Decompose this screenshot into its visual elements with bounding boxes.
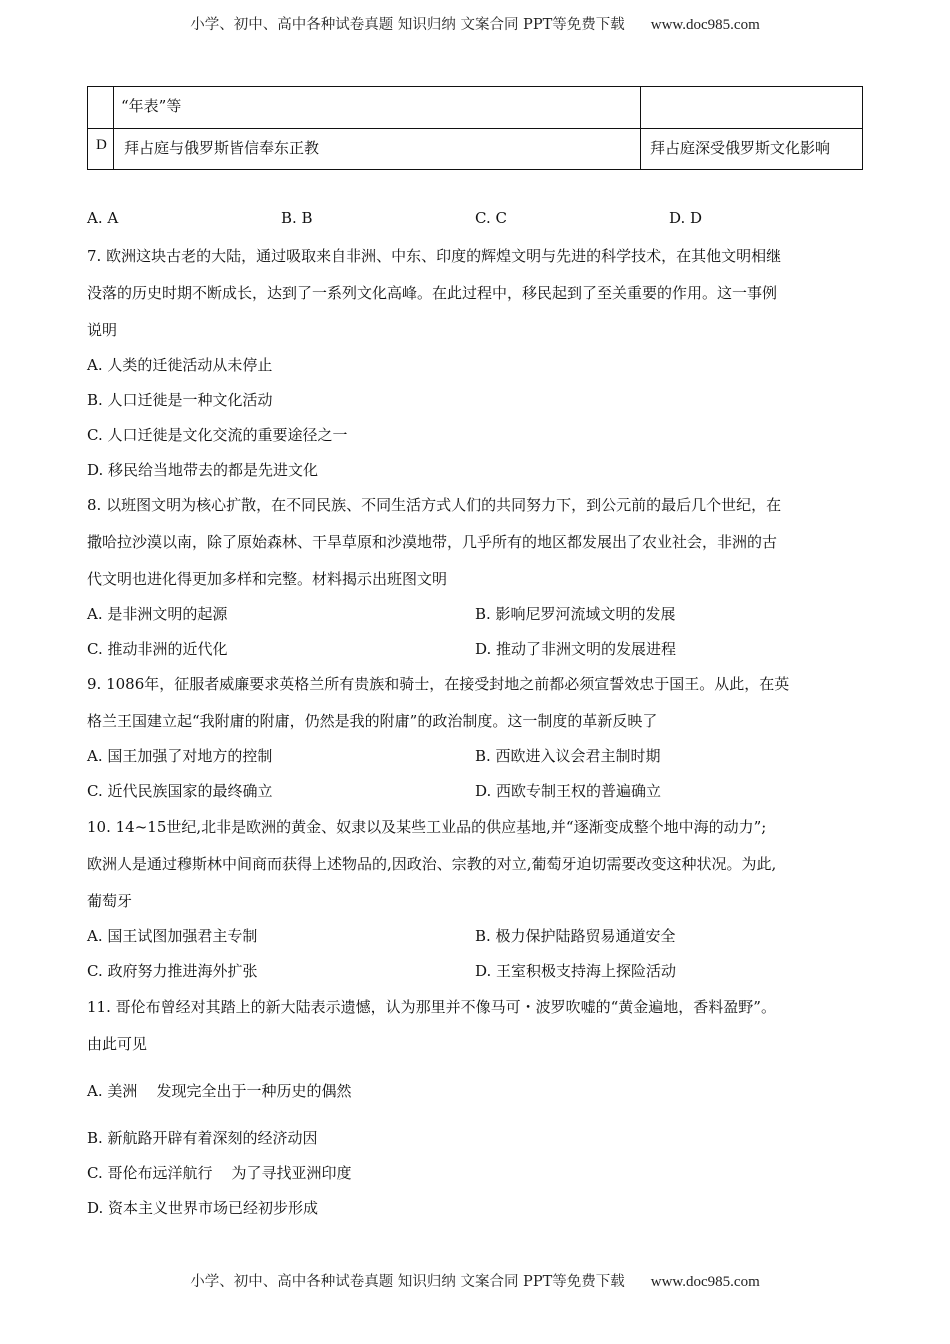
footer-site: www.doc985.com	[650, 1274, 760, 1290]
comparison-table	[87, 86, 863, 170]
answer-option: B. 极力保护陆路贸易通道安全	[475, 927, 676, 945]
answer-option: A. 国王加强了对地方的控制	[87, 747, 273, 765]
answer-option: B. 新航路开辟有着深刻的经济动因	[87, 1129, 318, 1147]
question-9-stem: 9. 1086年，征服者威廉要求英格兰所有贵族和骑士，在接受封地之前都必须宣誓效忠于国王。从此，在英	[87, 675, 790, 693]
question-8-stem: 代文明也进化得更加多样和完整。材料揭示出班图文明	[87, 570, 448, 588]
question-8-stem: 8. 以班图文明为核心扩散，在不同民族、不同生活方式人们的共同努力下，到公元前的最后几个世纪，在	[87, 496, 782, 514]
table-cell: 拜占庭深受俄罗斯文化影响	[650, 139, 831, 157]
header-site: www.doc985.com	[650, 17, 760, 33]
answer-option: C. 人口迁徙是文化交流的重要途径之一	[87, 426, 348, 444]
answer-option: A. 国王试图加强君主专制	[87, 927, 258, 945]
answer-option: D. 推动了非洲文明的发展进程	[475, 640, 677, 658]
table-cell: 拜占庭与俄罗斯皆信奉东正教	[124, 139, 320, 157]
answer-option: A. 美洲 发现完全出于一种历史的偶然	[87, 1082, 352, 1100]
page-footer	[0, 1270, 950, 1291]
answer-option: C. C	[475, 209, 507, 227]
question-10-stem: 欧洲人是通过穆斯林中间商而获得上述物品的,因政治、宗教的对立,葡萄牙迫切需要改变这种状况。为此,	[87, 855, 777, 873]
table-cell: D	[96, 137, 107, 153]
answer-option: B. B	[281, 209, 313, 227]
question-7-stem: 说明	[87, 321, 118, 339]
question-10-stem: 葡萄牙	[87, 892, 133, 910]
answer-option: A. 人类的迁徙活动从未停止	[87, 356, 273, 374]
answer-option: C. 推动非洲的近代化	[87, 640, 228, 658]
answer-option: C. 近代民族国家的最终确立	[87, 782, 273, 800]
header-slogan: 小学、初中、高中各种试卷真题 知识归纳 文案合同 PPT等免费下载	[190, 17, 625, 33]
table-cell: “年表”等	[121, 97, 182, 115]
answer-option: A. 是非洲文明的起源	[87, 605, 228, 623]
question-7-stem: 7. 欧洲这块古老的大陆，通过吸取来自非洲、中东、印度的辉煌文明与先进的科学技术，在其他文明相继	[87, 247, 782, 265]
answer-option: C. 政府努力推进海外扩张	[87, 962, 258, 980]
answer-option: C. 哥伦布远洋航行 为了寻找亚洲印度	[87, 1164, 352, 1182]
answer-option: D. 资本主义世界市场已经初步形成	[87, 1199, 319, 1217]
answer-option: D. 移民给当地带去的都是先进文化	[87, 461, 319, 479]
answer-option: D. 王室积极支持海上探险活动	[475, 962, 677, 980]
question-11-stem: 由此可见	[87, 1035, 148, 1053]
answer-option: A. A	[87, 209, 119, 227]
answer-option: B. 西欧进入议会君主制时期	[475, 747, 661, 765]
question-10-stem: 10. 14~15世纪,北非是欧洲的黄金、奴隶以及某些工业品的供应基地,并“逐渐变成整个地中海的动力”;	[87, 818, 767, 836]
answer-option: D. D	[669, 209, 703, 227]
page-header	[0, 13, 950, 34]
question-11-stem: 11. 哥伦布曾经对其踏上的新大陆表示遗憾，认为那里并不像马可・波罗吹嘘的“黄金遍地，香料盈野”。	[87, 998, 776, 1016]
answer-option: D. 西欧专制王权的普遍确立	[475, 782, 662, 800]
answer-option: B. 影响尼罗河流域文明的发展	[475, 605, 676, 623]
question-8-stem: 撒哈拉沙漠以南，除了原始森林、干旱草原和沙漠地带，几乎所有的地区都发展出了农业社会，非洲的古	[87, 533, 778, 551]
table-divider	[88, 128, 862, 129]
question-9-stem: 格兰王国建立起“我附庸的附庸，仍然是我的附庸”的政治制度。这一制度的革新反映了	[87, 712, 658, 730]
answer-option: B. 人口迁徙是一种文化活动	[87, 391, 273, 409]
footer-slogan: 小学、初中、高中各种试卷真题 知识归纳 文案合同 PPT等免费下载	[190, 1274, 625, 1290]
question-7-stem: 没落的历史时期不断成长，达到了一系列文化高峰。在此过程中，移民起到了至关重要的作用。这一事例	[87, 284, 778, 302]
